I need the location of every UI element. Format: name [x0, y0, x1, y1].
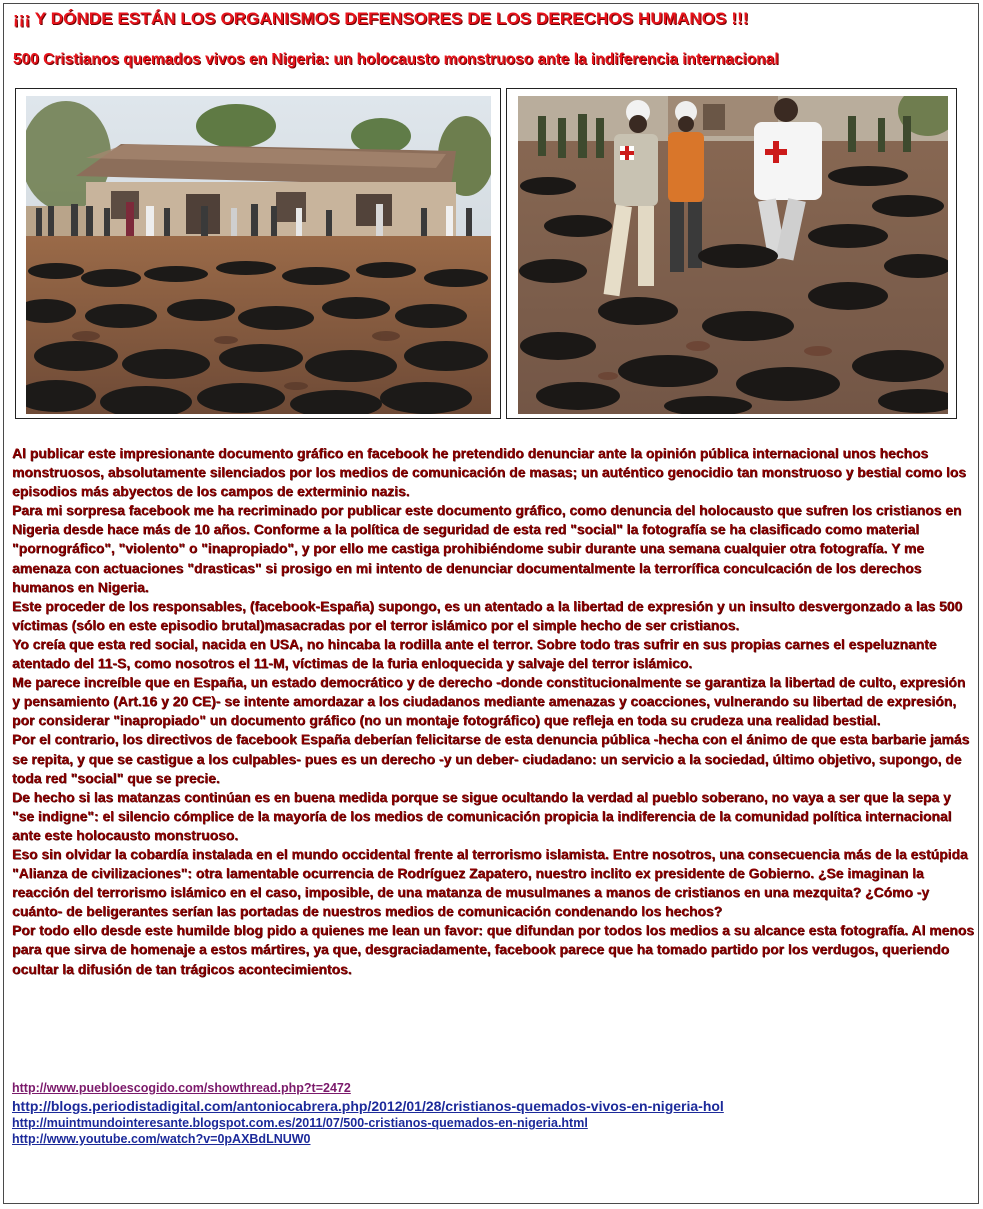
article-paragraph: De hecho si las matanzas continúan es en buena medida porque se sigue ocultando la verdad al pueblo soberano, no vaya a ser que la sepa y "se indigne": el silencio cómplice de la mayoría de los medios de comunicación propicia la indiferencia de la comunidad política internacional ante este holocausto monstruoso.: [12, 788, 952, 843]
link-muintmundointeresante[interactable]: http://muintmundointeresante.blogspot.com.es/2011/07/500-cristianos-quemados-en-nigeria.html: [12, 1116, 588, 1130]
reference-links: [12, 1080, 974, 1147]
page-subtitle: 500 Cristianos quemados vivos en Nigeria: un holocausto monstruoso ante la indiferencia internacional: [13, 51, 779, 68]
article-paragraph: Eso sin olvidar la cobardía instalada en el mundo occidental frente al terrorismo islamista. Entre nosotros, una consecuencia más de la estúpida "Alianza de civilizaciones": otra lamentable ocurrencia de Rodríguez Zapatero, nuestro inclito ex presidente de Gobierno. ¿Se imaginan la reacción del terrorismo islámico en el caso, imposible, de una matanza de musulmanes a manos de cristianos en una mezquita? ¿Cómo -y cuánto- de beligerantes serían las portadas de nuestros medios de comunicación condenando los hechos?: [12, 845, 968, 920]
massacre-photo-right-red-cross-workers: [518, 96, 948, 414]
page-title: ¡¡¡ Y DÓNDE ESTÁN LOS ORGANISMOS DEFENSORES DE LOS DERECHOS HUMANOS !!!: [13, 9, 749, 28]
photo-frame-left: [15, 88, 501, 419]
article-paragraph: Me parece increíble que en España, un estado democrático y de derecho -donde constitucionalmente se garantiza la libertad de culto, expresión y pensamiento (Art.16 y 20 CE)- se intente amordazar a los ciudadanos mediante amenazas y coacciones, vulnerando su libertad de expresión, por considerar "inapropiado" un documento gráfico (no un montaje fotográfico) que refleja en toda su crudeza una realidad bestial.: [12, 674, 966, 729]
link-puebloescogido[interactable]: http://www.puebloescogido.com/showthread.php?t=2472: [12, 1081, 351, 1095]
article-paragraph: Al publicar este impresionante documento gráfico en facebook he pretendido denunciar ante la opinión pública internacional unos hechos monstruosos, absolutamente silenciados por los medios de comunicación de masas; un auténtico genocidio tan monstruoso y bestial como los episodios más abyectos de los campos de exterminio nazis.: [12, 445, 967, 500]
article-paragraph: Por todo ello desde este humilde blog pido a quienes me lean un favor: que difundan por todos los medios a su alcance esta fotografía. Al menos para que sirva de homenaje a estos mártires, ya que, desgraciadamente, facebook parece que ha tomado partido por los verdugos, queriendo ocultar la difusión de tan trágicos acontecimientos.: [12, 922, 974, 977]
article-paragraph: Para mi sorpresa facebook me ha recriminado por publicar este documento gráfico, como denuncia del holocausto que sufren los cristianos en Nigeria desde hace más de 10 años. Conforme a la política de seguridad de esta red "social" la fotografía se ha clasificado como material "pornográfico", "violento" o "inapropiado", y por ello me castiga prohibiéndome subir durante una semana cualquier otra fotografía. Y me amenaza con actuaciones "drasticas" si prosigo en mi intento de denunciar documentalmente la terrorífica conculcación de los derechos humanos en Nigeria.: [12, 502, 962, 595]
link-youtube[interactable]: http://www.youtube.com/watch?v=0pAXBdLNUW0: [12, 1132, 311, 1146]
link-periodistadigital[interactable]: http://blogs.periodistadigital.com/antoniocabrera.php/2012/01/28/cristianos-quemados-vivos-en-nigeria-hol: [12, 1098, 724, 1114]
article-paragraph: Yo creía que esta red social, nacida en USA, no hincaba la rodilla ante el terror. Sobre todo tras sufrir en sus propias carnes el espeluznante atentado del 11-S, como nosotros el 11-M, víctimas de la furia enloquecida y salvaje del terror islámico.: [12, 635, 937, 672]
photo-frame-right: [506, 88, 957, 419]
article-paragraph: Este proceder de los responsables, (facebook-España) supongo, es un atentado a la libertad de expresión y un insulto desvergonzado a las 500 víctimas (sólo en este episodio brutal)masacradas por el terror islámico por el simple hecho de ser cristianos.: [12, 597, 963, 633]
article-body: [12, 444, 974, 979]
massacre-photo-left: [26, 96, 491, 414]
article-paragraph: Por el contrario, los directivos de facebook España deberían felicitarse de esta denuncia pública -hecha con el ánimo de que esta barbarie jamás se repita, y que se castigue a los culpables- pues es un derecho -y un deber- ciudadano: un servicio a la sociedad, último objetivo, supongo, de toda red "social" que se precie.: [12, 731, 970, 786]
